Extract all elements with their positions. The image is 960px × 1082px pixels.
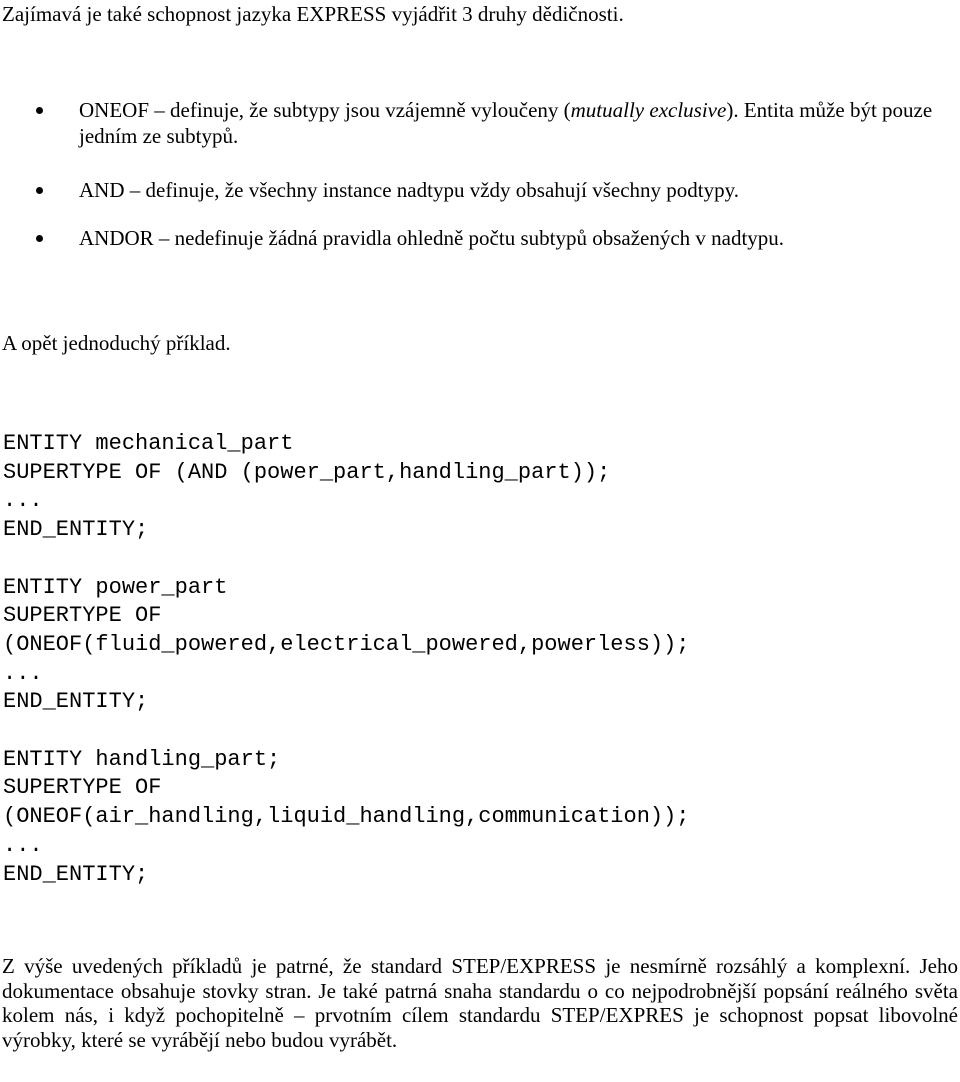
bullet-dot-icon [36,107,43,114]
oneof-text-start: ONEOF – definuje, že subtypy jsou vzájemně vyloučeny ( [79,98,571,122]
intro-paragraph: Zajímavá je také schopnost jazyka EXPRESS vyjádřit 3 druhy dědičnosti. [2,2,624,26]
code-line: ENTITY power_part [3,574,228,600]
code-line: ... [3,832,43,858]
code-line: ENTITY mechanical_part [3,431,294,456]
example-intro-paragraph: A opět jednoduchý příklad. [2,331,231,355]
code-line: END_ENTITY; [3,861,149,887]
list-item-text: ANDOR – nedefinuje žádná pravidla ohledně počtu subtypů obsažených v nadtypu. [79,226,785,250]
code-line: (ONEOF(fluid_powered,electrical_powered,powerless)); [3,631,690,657]
code-line: SUPERTYPE OF (AND (power_part,handling_part)); [3,459,611,485]
oneof-emphasis: mutually exclusive [570,98,727,122]
oneof-text-end: ). Entita může být pouze jedním ze subtypů. [79,98,933,148]
code-line: END_ENTITY; [3,689,149,715]
code-line: SUPERTYPE OF [3,603,162,629]
list-item-text [79,97,959,149]
code-line: SUPERTYPE OF [3,775,162,801]
code-line: ... [3,660,43,686]
express-code-block [3,430,690,889]
bullet-dot-icon [36,187,43,194]
conclusion-paragraph: Z výše uvedených příkladů je patrné, že standard STEP/EXPRESS je nesmírně rozsáhlý a komplexní. Jeho dokumentace obsahuje stovky stran. Je také patrná snaha standardu o co nejpodrobnější popsání reálného světa kolem nás, i když pochopitelně – prvotním cílem standardu STEP/EXPRES je schopnost popsat libovolné výrobky, které se vyrábějí nebo budou vyrábět. [2,954,958,1052]
code-line: (ONEOF(air_handling,liquid_handling,communication)); [3,804,690,830]
code-line: ENTITY handling_part; [3,746,281,772]
code-line: ... [3,488,43,514]
bullet-dot-icon [36,235,43,242]
list-item-text: AND – definuje, že všechny instance nadtypu vždy obsahují všechny podtypy. [79,178,739,202]
code-line: END_ENTITY; [3,517,149,543]
